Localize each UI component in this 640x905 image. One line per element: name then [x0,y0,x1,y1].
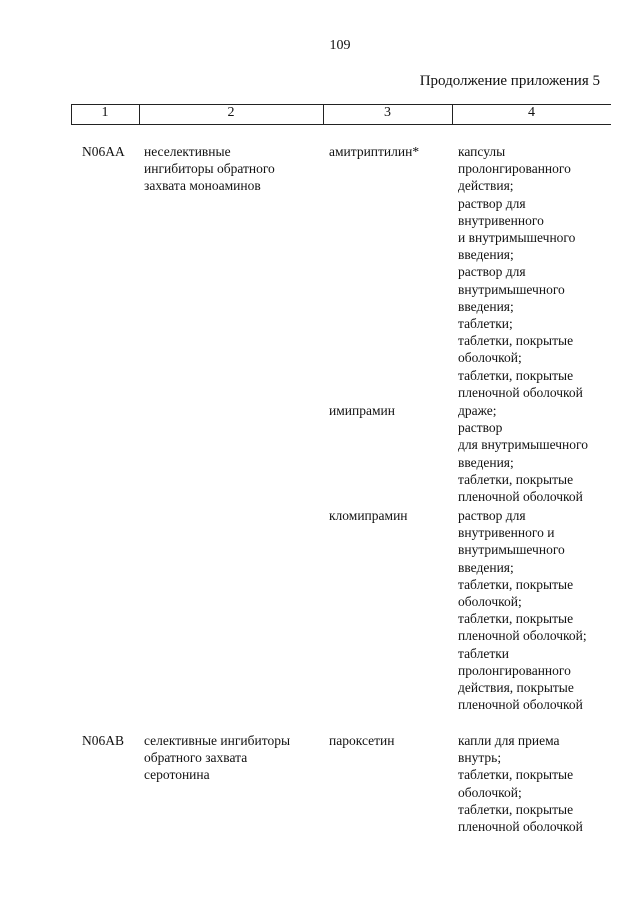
dosage-forms: капли для приема внутрь; таблетки, покрытые оболочкой; таблетки, покрытые пленочной оболочкой [458,733,583,835]
column-header-2: 2 [227,105,235,120]
drug-name: амитриптилин* [329,144,420,159]
column-header-1: 1 [101,105,109,120]
dosage-forms: драже; раствор для внутримышечного введения; таблетки, покрытые пленочной оболочкой [458,403,588,505]
drug-name: кломипрамин [329,508,408,523]
header-bottom-rule [71,124,611,125]
drug-name: имипрамин [329,403,395,418]
drug-name: пароксетин [329,733,395,748]
pharmacological-group: неселективные ингибиторы обратного захвата моноаминов [144,144,275,194]
dosage-forms: капсулы пролонгированного действия; раствор для внутривенного и внутримышечного введения; раствор для внутримышечного введения; таблетки; таблетки, покрытые оболочкой; таблетки, покрытые пленочной оболочкой [458,144,583,400]
atc-code: N06AB [82,733,125,748]
atc-code: N06AA [82,144,125,159]
column-header-4: 4 [528,105,535,120]
column-header-3: 3 [384,105,391,120]
appendix-continuation-note: Продолжение приложения 5 [419,73,600,89]
page-number: 109 [329,38,351,53]
dosage-forms: раствор для внутривенного и внутримышечного введения; таблетки, покрытые оболочкой; таблетки, покрытые пленочной оболочкой; таблетки пролонгированного действия, покрытые пленочной оболочкой [458,508,587,713]
pharmacological-group: селективные ингибиторы обратного захвата серотонина [144,733,291,783]
